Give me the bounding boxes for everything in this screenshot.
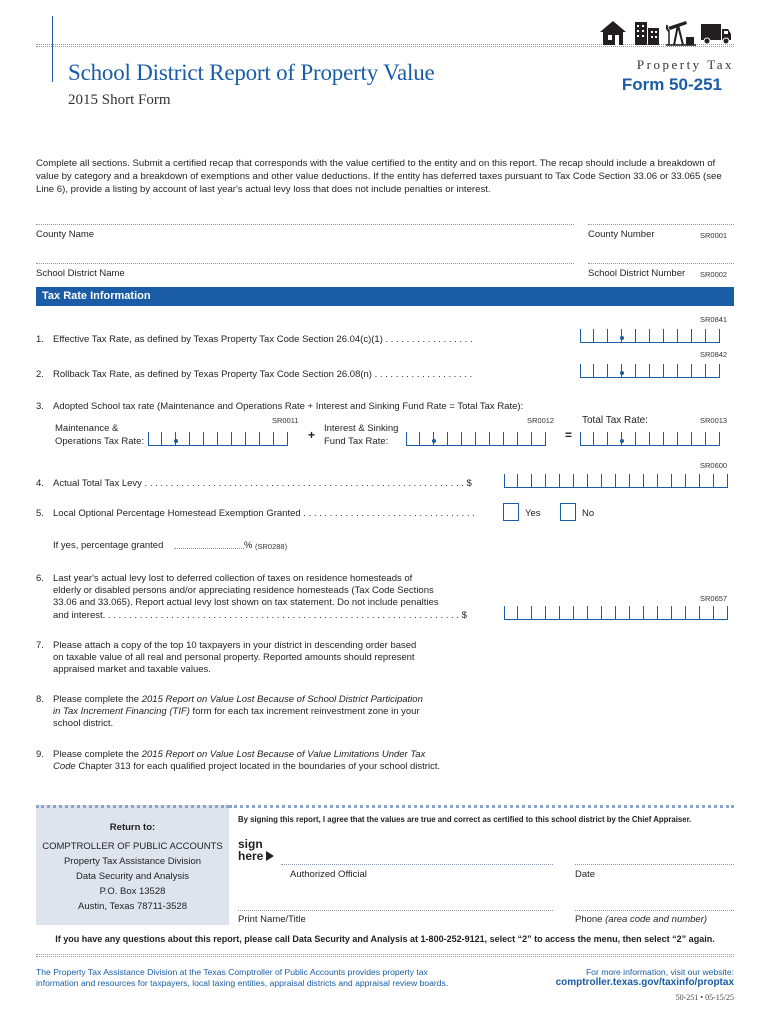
item7-number: 7. — [36, 640, 44, 651]
item3-is-label-1: Interest & Sinking — [324, 423, 399, 434]
county-number-line[interactable] — [588, 224, 734, 225]
phone-note: (area code and number) — [605, 914, 708, 925]
footer-description-2: information and resources for taxpayers, local taxing entities, appraisal districts and appraisal review boards. — [36, 978, 449, 988]
item3-is-code: SR0012 — [527, 416, 555, 425]
item8-pre: Please complete the — [53, 694, 142, 705]
item3-total-rate-input[interactable] — [580, 428, 720, 446]
item3-total-label: Total Tax Rate: — [582, 415, 648, 426]
item1-code: SR0841 — [700, 315, 728, 324]
item3-is-rate-input[interactable] — [406, 428, 546, 446]
return-line-1: COMPTROLLER OF PUBLIC ACCOUNTS — [42, 841, 223, 852]
return-line-2: Property Tax Assistance Division — [63, 856, 202, 867]
page-title: School District Report of Property Value — [68, 60, 435, 85]
item3-mo-rate-input[interactable] — [148, 428, 288, 446]
here-word: here — [238, 849, 264, 863]
item8-italic-1: 2015 Report on Value Lost Because of School District Participation — [141, 694, 423, 705]
item5-percent-sign: % — [244, 540, 253, 551]
equals-sign: = — [565, 428, 573, 442]
item5-text: Local Optional Percentage Homestead Exemption Granted . . . . . . . . . . . . . . . . . . . . . . . . . . . . . . . . . — [53, 508, 475, 519]
item2-rate-input[interactable] — [580, 360, 720, 378]
item6-line-4: and interest. . . . . . . . . . . . . . . . . . . . . . . . . . . . . . . . . . . . . . . . . . . . . . . . . . . . . . . . . . . . . . . . . . . . $ — [53, 610, 467, 621]
item5-percentage-label: If yes, percentage granted — [53, 540, 164, 551]
arrow-right-icon — [265, 850, 275, 862]
header-icons — [598, 16, 734, 46]
signature-top-rule — [229, 805, 734, 808]
item6-line-3: 33.06 and 33.065). Report actual levy lost shown on tax statement. Do not include penalties — [53, 597, 439, 608]
item8-line-3: school district. — [53, 718, 114, 729]
item2-code: SR0842 — [700, 350, 728, 359]
item8-italic-2: in Tax Increment Financing (TIF) — [53, 706, 190, 717]
item9-number: 9. — [36, 749, 44, 760]
date-line[interactable] — [575, 864, 734, 865]
item6-line-1: Last year's actual levy lost to deferred collection of taxes on residence homesteads of — [53, 573, 413, 584]
district-number-label: School District Number — [588, 268, 686, 279]
item5-percentage-code: (SR0288) — [255, 542, 288, 551]
item3-is-label-2: Fund Tax Rate: — [324, 436, 389, 447]
item6-code: SR0657 — [700, 594, 728, 603]
form-category: Property Tax — [636, 57, 734, 72]
oil-pump-icon — [666, 18, 696, 46]
item9-line-1 — [53, 749, 425, 760]
plus-sign: + — [308, 428, 316, 442]
item3-mo-label-2: Operations Tax Rate: — [55, 436, 145, 447]
item3-mo-label-1: Maintenance & — [55, 423, 119, 434]
return-line-4: P.O. Box 13528 — [99, 886, 166, 897]
footer-form-code: 50-251 • 05-15/25 — [675, 993, 734, 1002]
item1-rate-input[interactable] — [580, 325, 720, 343]
item3-number: 3. — [36, 401, 44, 412]
return-to-label: Return to: — [109, 822, 156, 833]
questions-note: If you have any questions about this report, please call Data Security and Analysis at 1-800-252-9121, select “2” to access the menu, then select “2” again. — [55, 934, 715, 944]
footer-description-1: The Property Tax Assistance Division at the Texas Comptroller of Public Accounts provides property tax — [36, 967, 428, 977]
intro-text: Complete all sections. Submit a certified recap that corresponds with the value certified to the entity and on this report. The recap should include a breakdown of value by category and a breakdown of exemptions and other value deductions. If the entity has deferred taxes pursuant to Tax Code Section 33.06 or 33.065 (see Line 6), provide a listing by account of last year's actual levy loss that does not include penalties or interest. — [36, 158, 722, 195]
item5-number: 5. — [36, 508, 44, 519]
phone-word: Phone — [575, 914, 603, 925]
item8-line-2 — [53, 706, 420, 717]
house-icon — [598, 18, 628, 46]
office-building-icon — [632, 18, 662, 46]
item2-number: 2. — [36, 369, 44, 380]
item4-levy-input[interactable] — [504, 470, 728, 488]
district-name-label: School District Name — [36, 268, 125, 279]
yes-label: Yes — [525, 508, 541, 519]
item7-line-3: appraised market and taxable values. — [53, 664, 211, 675]
signature-statement: By signing this report, I agree that the values are true and correct as certified to this school district by the Chief Appraiser. — [238, 815, 692, 824]
item8-post: form for each tax increment reinvestment zone in your — [189, 706, 420, 717]
section-header-tax-rate — [36, 287, 734, 306]
phone-label — [575, 914, 707, 925]
item4-text: Actual Total Tax Levy . . . . . . . . . . . . . . . . . . . . . . . . . . . . . . . . . . . . . . . . . . . . . . . . . . . . . . . . . . . . . $ — [53, 478, 472, 489]
item8-line-1 — [53, 694, 423, 705]
district-name-line[interactable] — [36, 263, 574, 264]
county-number-label: County Number — [588, 229, 655, 240]
item2-text: Rollback Tax Rate, as defined by Texas Property Tax Code Section 26.08(n) . . . . . . . . . . . . . . . . . . . — [53, 369, 473, 380]
footer-dotted-rule — [36, 954, 734, 957]
item7-line-2: on taxable value of all real and personal property. Reported amounts should represent — [53, 652, 415, 663]
item9-line-2 — [53, 761, 440, 772]
item9-italic-1: 2015 Report on Value Lost Because of Value Limitations Under Tax — [141, 749, 426, 760]
item6-number: 6. — [36, 573, 44, 584]
item6-line-2: elderly or disabled persons and/or appreciating residence homesteads (Tax Code Sections — [53, 585, 434, 596]
phone-line[interactable] — [575, 910, 734, 911]
authorized-official-label: Authorized Official — [290, 869, 367, 880]
item5-percentage-input[interactable] — [174, 548, 244, 549]
yes-checkbox[interactable] — [503, 503, 519, 521]
print-name-label: Print Name/Title — [238, 914, 306, 925]
return-address — [36, 839, 229, 914]
item3-total-code: SR0013 — [700, 416, 728, 425]
header-vertical-rule — [52, 16, 53, 82]
truck-icon — [700, 18, 732, 46]
district-number-line[interactable] — [588, 263, 734, 264]
county-number-code: SR0001 — [700, 231, 728, 240]
authorized-official-line[interactable] — [281, 864, 553, 865]
item9-pre: Please complete the — [53, 749, 142, 760]
date-label: Date — [575, 869, 596, 880]
footer-more-info: For more information, visit our website: — [585, 967, 734, 977]
county-name-line[interactable] — [36, 224, 574, 225]
item1-text: Effective Tax Rate, as defined by Texas Property Tax Code Section 26.04(c)(1) . . . . . . . . . . . . . . . . . — [53, 334, 473, 345]
item9-italic-2: Code — [53, 761, 76, 772]
sign-here-marker — [238, 838, 275, 862]
item1-number: 1. — [36, 334, 44, 345]
return-to-box — [36, 805, 229, 925]
print-name-line[interactable] — [238, 910, 553, 911]
item7-line-1: Please attach a copy of the top 10 taxpayers in your district in descending order based — [53, 640, 417, 651]
item6-levy-lost-input[interactable] — [504, 602, 728, 620]
no-label: No — [582, 508, 595, 519]
district-number-code: SR0002 — [700, 270, 728, 279]
item8-number: 8. — [36, 694, 44, 705]
county-name-label: County Name — [36, 229, 95, 240]
return-line-3: Data Security and Analysis — [75, 871, 189, 882]
item3-mo-code: SR0011 — [272, 416, 299, 425]
no-checkbox[interactable] — [560, 503, 576, 521]
item9-post: Chapter 313 for each qualified project located in the boundaries of your school district. — [75, 761, 441, 772]
footer-website-link[interactable]: comptroller.texas.gov/taxinfo/proptax — [555, 977, 734, 988]
section-title: Tax Rate Information — [42, 290, 151, 302]
item4-number: 4. — [36, 478, 44, 489]
return-line-5: Austin, Texas 78711-3528 — [78, 901, 187, 912]
page-subtitle: 2015 Short Form — [68, 92, 171, 108]
form-number: Form 50-251 — [621, 75, 722, 94]
sign-word: sign — [238, 837, 263, 851]
item3-text: Adopted School tax rate (Maintenance and Operations Rate + Interest and Sinking Fund Rate = Total Tax Rate): — [53, 401, 524, 412]
item4-code: SR0600 — [700, 461, 728, 470]
